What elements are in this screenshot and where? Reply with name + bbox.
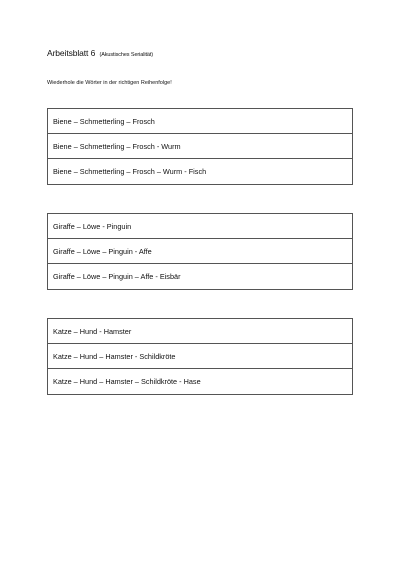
word-sequence-row: Biene – Schmetterling – Frosch – Wurm - Fisch [53,167,207,176]
worksheet-title-text: Arbeitsblatt 6 [47,48,96,58]
word-sequence-row: Giraffe – Löwe – Pinguin – Affe - Eisbär [53,272,181,281]
worksheet-subtitle: (Akustisches Serialität) [99,52,154,58]
word-sequence-row: Giraffe – Löwe – Pinguin - Affe [48,239,352,264]
word-sequence-table-2 [47,213,353,290]
word-sequence-table-1 [47,108,353,185]
word-sequence-row: Katze – Hund – Hamster – Schildkröte - Hase [53,377,201,386]
worksheet-title [47,48,153,58]
word-sequence-row: Giraffe – Löwe - Pinguin [48,214,352,239]
word-sequence-row: Biene – Schmetterling – Frosch - Wurm [48,134,352,159]
word-sequence-row: Katze – Hund - Hamster [48,319,352,344]
word-sequence-row: Biene – Schmetterling – Frosch [48,109,352,134]
word-sequence-table-3 [47,318,353,395]
worksheet-instruction: Wiederhole die Wörter in der richtigen Reihenfolge! [47,80,172,86]
word-sequence-row: Katze – Hund – Hamster - Schildkröte [48,344,352,369]
